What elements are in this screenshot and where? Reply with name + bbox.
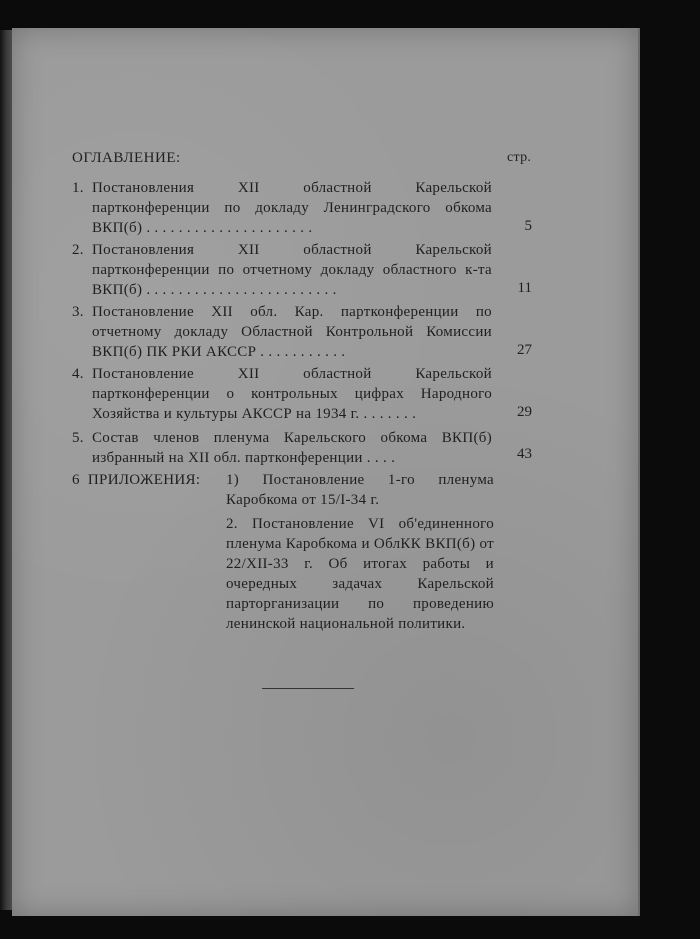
entry-number: 5. (72, 430, 84, 446)
page-column-label: стр. (507, 150, 532, 165)
entry-text: Постановления XII областной Карельской партконференции по отчетному докладу областного к-та ВКП(б) . . . . . . . . . . . . . . . . . . . . . . . . (92, 242, 492, 298)
entry-number: 4. (72, 366, 84, 382)
appendix-item: 1) Постановление 1-го пленума Каробкома от 15/I-34 г. (226, 472, 494, 508)
document-page (12, 28, 640, 916)
entry-text: Состав членов пленума Карельского обкома ВКП(б) избранный на XII обл. партконференции . . . . (92, 430, 492, 466)
toc-entry (72, 302, 492, 362)
entry-text: Постановление XII областной Карельской партконференции о контрольных цифрах Народного Хозяйства и культуры АКССР на 1934 г. . . . . . . . (92, 366, 492, 422)
toc-entry (72, 178, 492, 238)
toc-entry (72, 364, 492, 424)
appendix-label: ПРИЛОЖЕНИЯ: (87, 472, 201, 488)
entry-text: Постановления XII областной Карельской партконференции по докладу Ленинградского обкома ВКП(б) . . . . . . . . . . . . . . . . . . . . . (92, 180, 492, 236)
entry-number: 2. (72, 242, 84, 258)
toc-entry (72, 428, 492, 468)
entry-page-number: 29 (517, 404, 532, 420)
toc-entry (72, 240, 492, 300)
entry-number: 3. (72, 304, 84, 320)
entry-page-number: 27 (517, 342, 532, 358)
appendix-heading (72, 470, 222, 490)
entry-page-number: 5 (524, 218, 532, 234)
entry-page-number: 11 (517, 280, 532, 296)
entry-page-number: 43 (517, 446, 532, 462)
entry-text: Постановление XII обл. Кар. партконференции по отчетному докладу Областной Контрольной Комиссии ВКП(б) ПК РКИ АКССР . . . . . . . . . . . (92, 304, 492, 360)
entry-number: 1. (72, 180, 84, 196)
closing-rule (262, 688, 354, 689)
appendix-number: 6 (72, 472, 80, 488)
toc-heading: ОГЛАВЛЕНИЕ: (72, 150, 181, 166)
appendix-item: 2. Постановление VI об'единенного пленума Каробкома и ОблКК ВКП(б) от 22/XII-33 г. Об итогах работы и очередных задачах Карельской парторганизации по проведению ленинской национальной политики. (226, 516, 494, 632)
